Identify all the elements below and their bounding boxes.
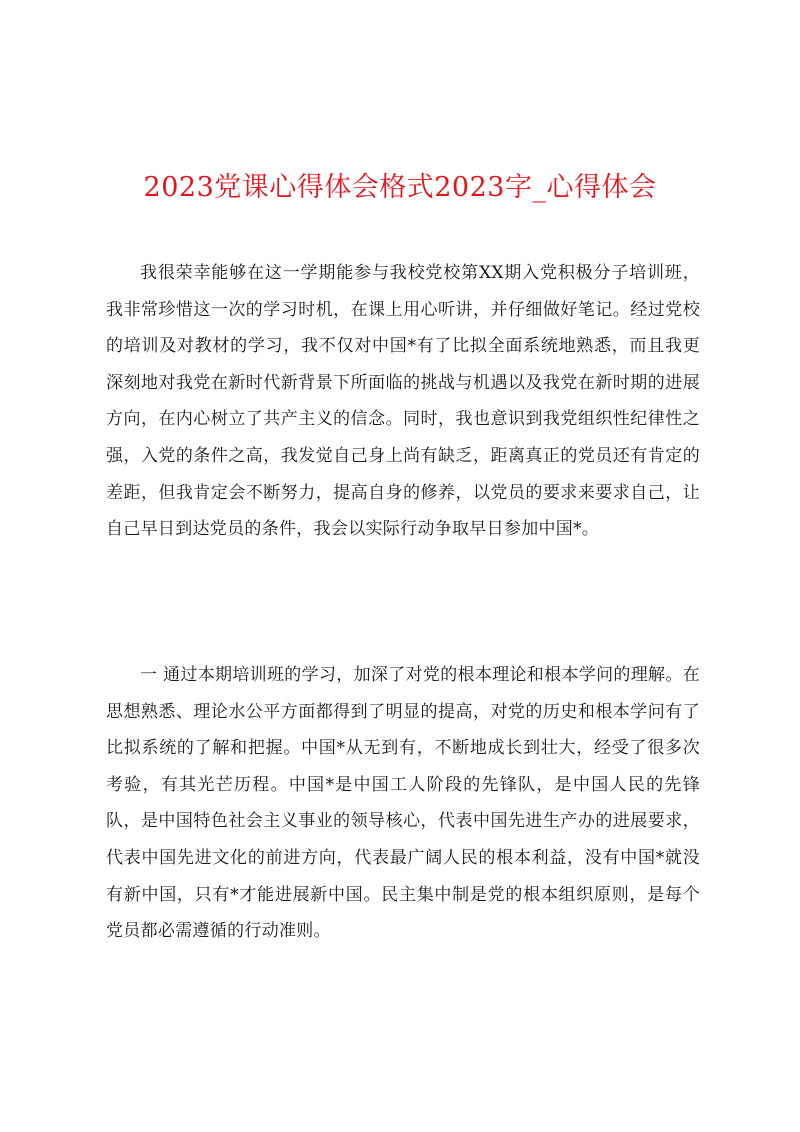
document-title: 2023党课心得体会格式2023字_心得体会 [143, 172, 657, 203]
body-paragraph: 我很荣幸能够在这一学期能参与我校党校第XX期入党积极分子培训班，我非常珍惜这一次的学习时机，在课上用心听讲，并仔细做好笔记。经过党校的培训及对教材的学习，我不仅对中国*有了比拟全面系统地熟悉，而且我更深刻地对我党在新时代新背景下所面临的挑战与机遇以及我党在新时期的进展方向，在内心树立了共产主义的信念。同时，我也意识到我党组织性纪律性之强，入党的条件之高，我发觉自己身上尚有缺乏，距离真正的党员还有肯定的差距，但我肯定会不断努力，提高自身的修养，以党员的要求来要求自己，让自己早日到达党员的条件，我会以实际行动争取早日参加中国*。 [106, 263, 700, 540]
body-paragraph-1-container [106, 255, 700, 548]
body-paragraph: 一 通过本期培训班的学习，加深了对党的根本理论和根本学问的理解。在思想熟悉、理论水公平方面都得到了明显的提高，对党的历史和根本学问有了比拟系统的了解和把握。中国*从无到有，不断地成长到壮大，经受了很多次考验，有其光芒历程。中国*是中国工人阶段的先锋队，是中国人民的先锋队，是中国特色社会主义事业的领导核心，代表中国先进生产办的进展要求，代表中国先进文化的前进方向，代表最广阔人民的根本利益，没有中国*就没有新中国，只有*才能进展新中国。民主集中制是党的根本组织原则，是每个党员都必需遵循的行动准则。 [106, 665, 700, 942]
body-paragraph-2-container [106, 657, 700, 950]
